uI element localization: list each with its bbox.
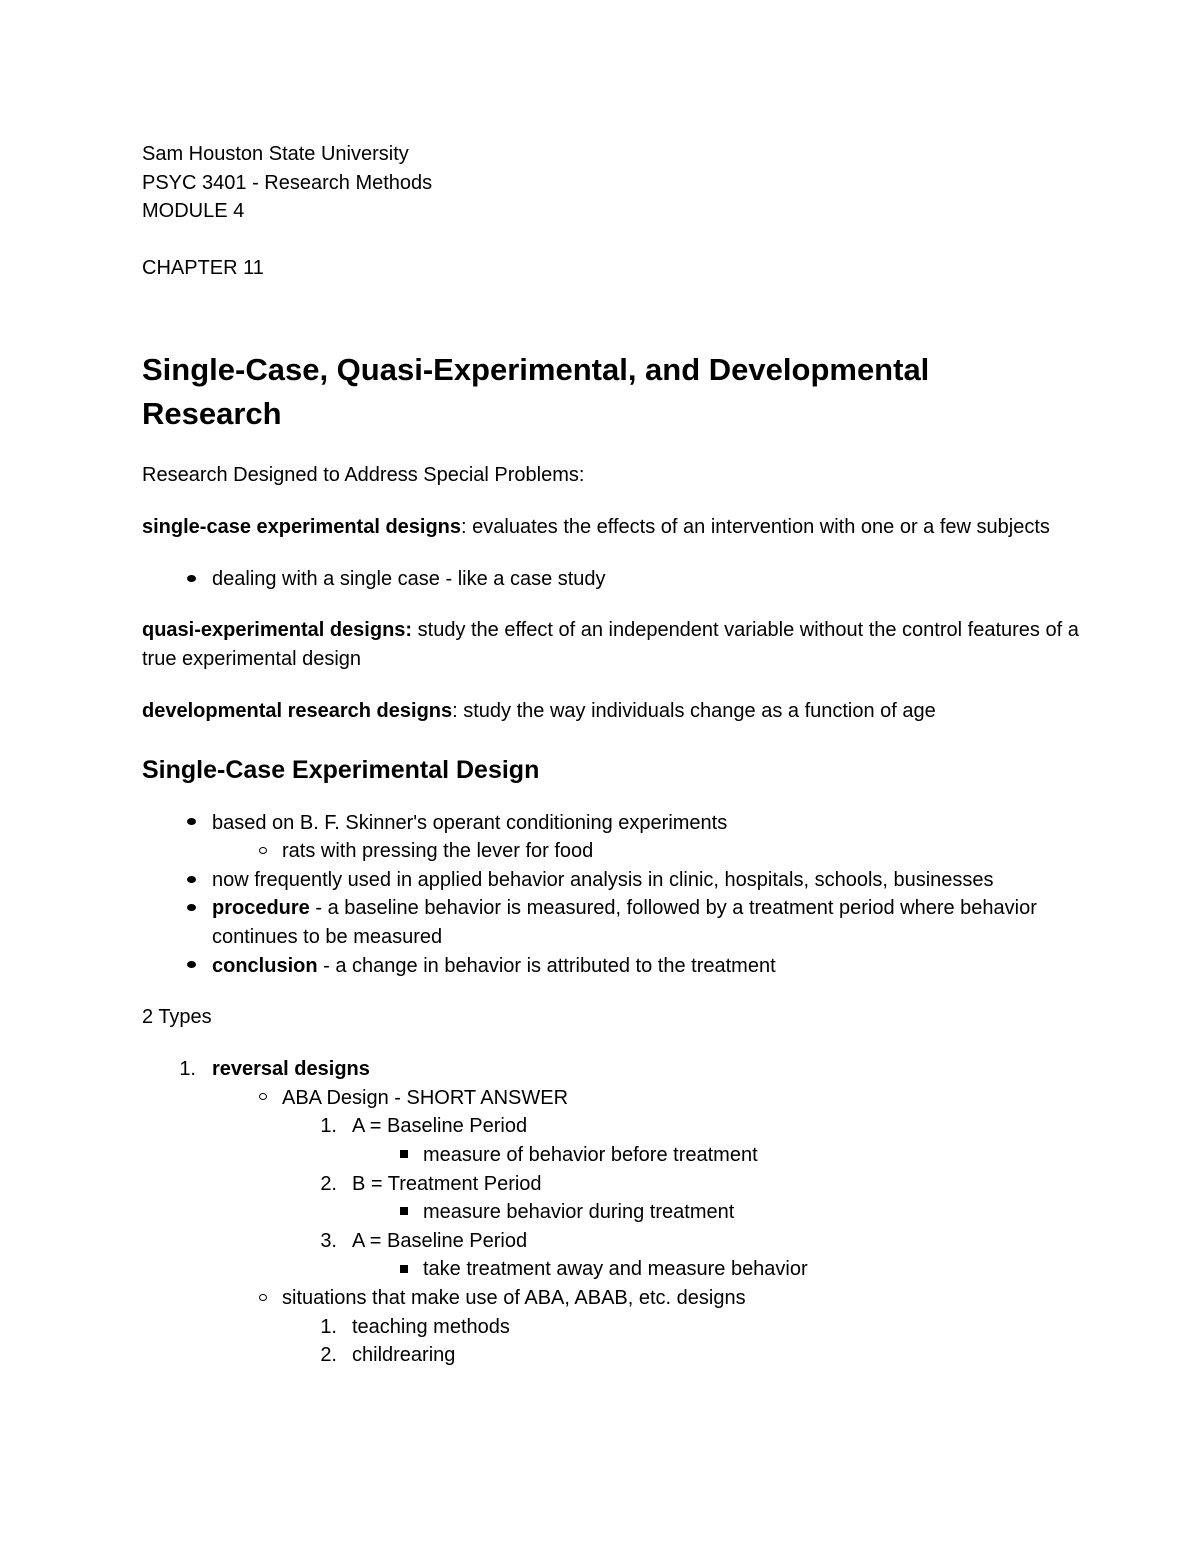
list-item-text: based on B. F. Skinner's operant conditioning experiments bbox=[212, 811, 728, 834]
list-item-text: A = Baseline Period bbox=[352, 1115, 528, 1138]
intro-text: Research Designed to Address Special Problems: bbox=[142, 464, 585, 486]
list-item-term: conclusion bbox=[212, 954, 318, 977]
list-item bbox=[142, 894, 1082, 951]
list-item bbox=[142, 1055, 1082, 1084]
list-item-text: reversal designs bbox=[212, 1058, 370, 1081]
circle-bullet-icon bbox=[237, 1084, 267, 1113]
circle-bullet-icon bbox=[237, 1284, 267, 1313]
bullet-icon bbox=[166, 894, 196, 923]
list-item-text: measure behavior during treatment bbox=[423, 1201, 735, 1224]
bullet-icon bbox=[166, 952, 196, 981]
list-item bbox=[142, 1141, 1082, 1170]
list-item-text: situations that make use of ABA, ABAB, etc. designs bbox=[282, 1286, 746, 1309]
square-bullet-icon bbox=[378, 1255, 408, 1284]
bullet-icon bbox=[166, 866, 196, 895]
definition-term: developmental research designs bbox=[142, 699, 453, 722]
list-item-text: teaching methods bbox=[352, 1315, 510, 1338]
list-item bbox=[142, 1227, 1082, 1256]
list-number: 1. bbox=[320, 1115, 337, 1138]
list-item bbox=[142, 1198, 1082, 1227]
list-item-text: dealing with a single case - like a case study bbox=[212, 568, 606, 590]
list-item-text: A = Baseline Period bbox=[352, 1229, 528, 1252]
section-heading: Single-Case Experimental Design bbox=[142, 755, 540, 784]
bullet-icon bbox=[166, 809, 196, 838]
list-item-text: take treatment away and measure behavior bbox=[423, 1258, 808, 1281]
list-item-text: ABA Design - SHORT ANSWER bbox=[282, 1086, 569, 1109]
circle-bullet-icon bbox=[237, 837, 267, 866]
title-line-2: Research bbox=[142, 396, 282, 431]
list-item bbox=[142, 1255, 1082, 1284]
list-item-text: - a baseline behavior is measured, followed by a treatment period where behavior continues to be measured bbox=[212, 897, 1037, 948]
list-item-term: procedure bbox=[212, 897, 310, 920]
list-item bbox=[142, 1341, 1082, 1370]
list-item bbox=[142, 565, 1082, 594]
list-item-text: - a change in behavior is attributed to the treatment bbox=[317, 954, 776, 977]
square-bullet-icon bbox=[378, 1198, 408, 1227]
list-item-text: rats with pressing the lever for food bbox=[282, 840, 594, 863]
definition-term: quasi-experimental designs: bbox=[142, 618, 413, 641]
definition-text: : evaluates the effects of an intervention with one or a few subjects bbox=[461, 516, 1050, 538]
list-item bbox=[142, 1084, 1082, 1113]
definition-developmental bbox=[142, 697, 1082, 726]
list-item-text: now frequently used in applied behavior analysis in clinic, hospitals, schools, businesses bbox=[212, 868, 994, 891]
document-body bbox=[142, 140, 1082, 1370]
list-item bbox=[142, 1313, 1082, 1342]
definition-text: study the effect of an independent variable without the control features of a true experimental design bbox=[142, 618, 1079, 670]
definition-single-case bbox=[142, 513, 1082, 542]
course-title: PSYC 3401 - Research Methods bbox=[142, 171, 433, 194]
list-item bbox=[142, 809, 1082, 838]
university-name: Sam Houston State University bbox=[142, 143, 409, 165]
definition-text: : study the way individuals change as a function of age bbox=[452, 699, 936, 722]
list-item bbox=[142, 1284, 1082, 1313]
title-line-1: Single-Case, Quasi-Experimental, and Developmental bbox=[142, 352, 930, 387]
definition-term: single-case experimental designs bbox=[142, 516, 462, 538]
types-label: 2 Types bbox=[142, 1006, 212, 1029]
chapter-label: CHAPTER 11 bbox=[142, 256, 264, 279]
list-item bbox=[142, 837, 1082, 866]
list-item bbox=[142, 952, 1082, 981]
list-number: 2. bbox=[320, 1172, 337, 1195]
list-item-text: measure of behavior before treatment bbox=[423, 1143, 758, 1166]
list-item bbox=[142, 1170, 1082, 1199]
list-number: 2. bbox=[320, 1344, 337, 1367]
document-title bbox=[142, 348, 1082, 436]
list-item bbox=[142, 866, 1082, 895]
definition-quasi bbox=[142, 616, 1082, 674]
list-item-text: childrearing bbox=[352, 1344, 456, 1367]
list-item-text: B = Treatment Period bbox=[352, 1172, 542, 1195]
square-bullet-icon bbox=[378, 1141, 408, 1170]
list-number: 1. bbox=[320, 1315, 337, 1338]
bullet-icon bbox=[166, 565, 196, 594]
list-number: 3. bbox=[320, 1229, 337, 1252]
list-number: 1. bbox=[179, 1058, 196, 1081]
module-label: MODULE 4 bbox=[142, 200, 245, 222]
list-item bbox=[142, 1112, 1082, 1141]
